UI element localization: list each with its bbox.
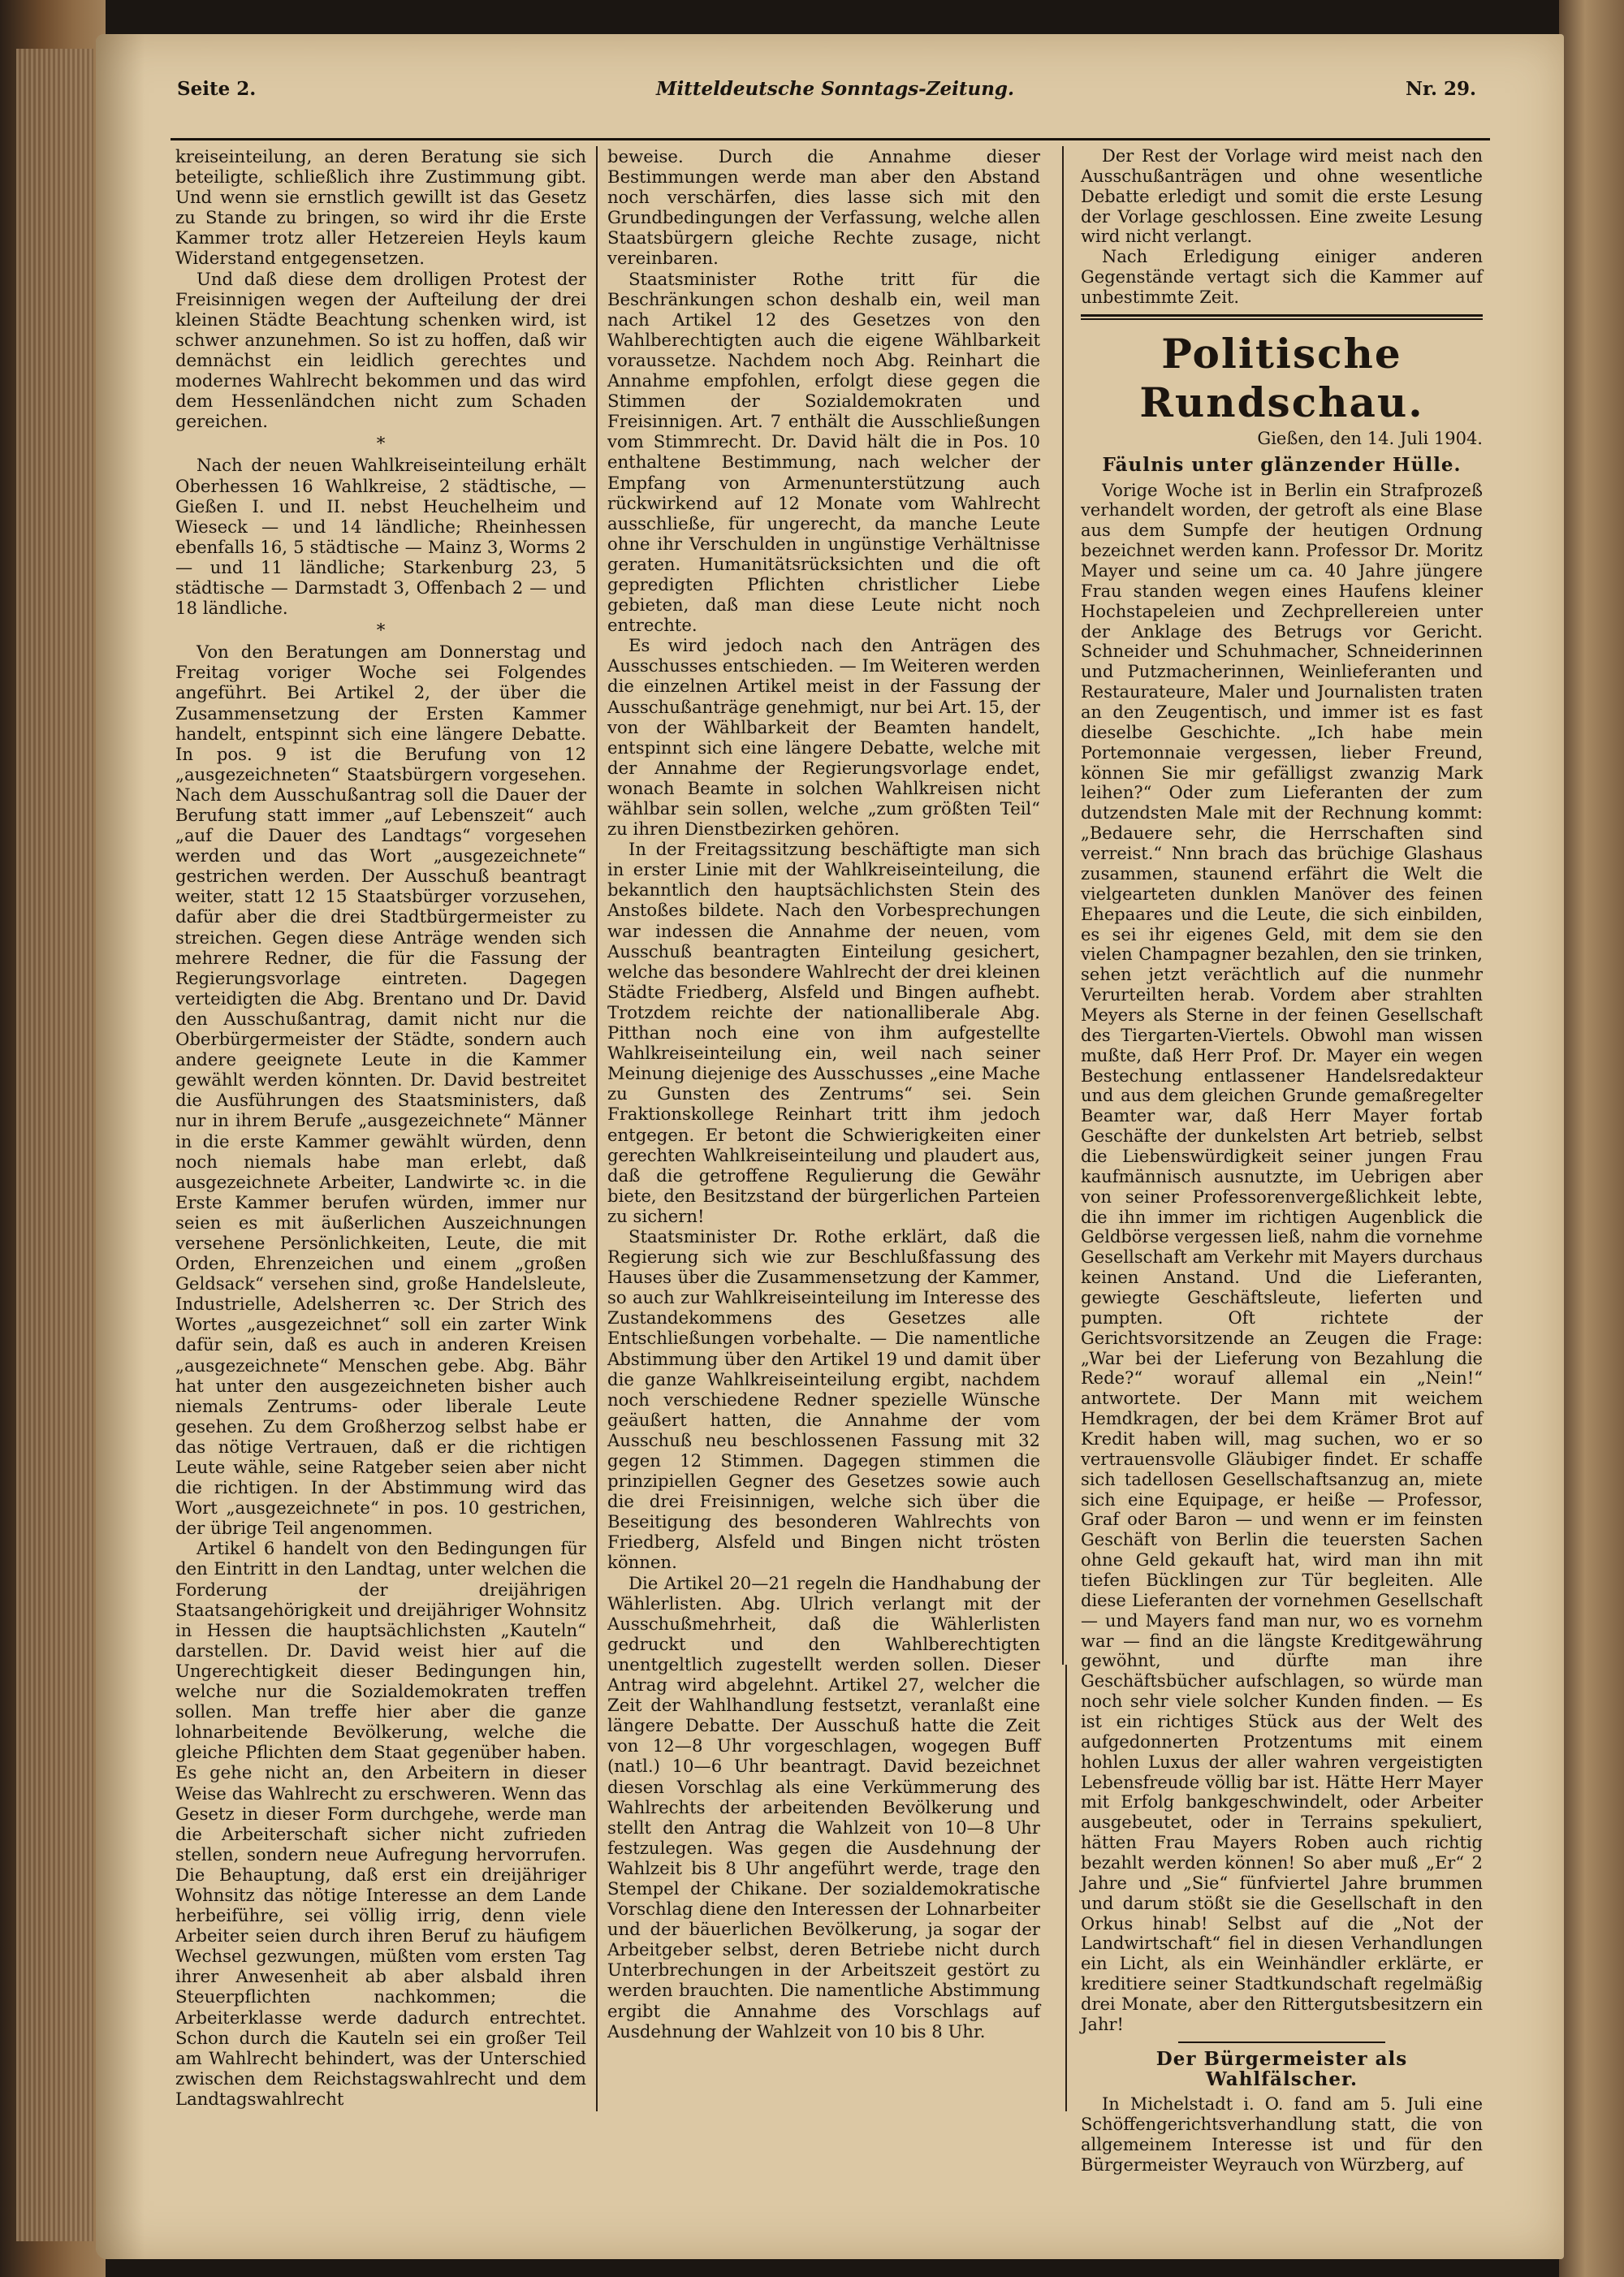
section-rule [1081, 318, 1483, 320]
paragraph: Von den Beratungen am Donnerstag und Freitag voriger Woche sei Folgendes angeführt. Bei Artikel 2, der über die Zusammensetzung der Ersten Kammer handelt, entspinnt sich eine längere Debatte. In pos. 9 ist die Berufung von 12 „ausgezeichneten“ Staatsbürgern vorgesehen. Nach dem Ausschußantrag soll die Dauer der Berufung statt immer „auf Lebenszeit“ auch „auf die Dauer des Landtags“ vorgesehen werden und das Wort „ausgezeichnete“ gestrichen werden. Der Ausschuß beantragt weiter, statt 12 15 Staatsbürger vorzusehen, dafür aber die drei Stadtbürgermeister zu streichen. Gegen diese Anträge wenden sich mehrere Redner, die für die Fassung der Regierungsvorlage eintreten. Dagegen verteidigten die Abg. Brentano und Dr. David den Ausschußantrag, damit nicht nur die Oberbürgermeister der Städte, sondern auch andere geeignete Leute in die Kammer gewählt werden könnten. Dr. David bestreitet die Ausführungen des Staatsministers, daß nur in ihrem Berufe „ausgezeichnete“ Männer in die erste Kammer gewählt würden, denn noch niemals habe man erlebt, daß ausgezeichnete Arbeiter, Landwirte ꝛc. in die Erste Kammer berufen würden, immer nur seien es mit äußerlichen Auszeichnungen versehene Persönlichkeiten, Leute, die mit Orden, Ehrenzeichen und einem „großen Geldsack“ versehen sind, große Handelsleute, Industrielle, Adelsherren ꝛc. Der Strich des Wortes „ausgezeichnet“ soll ein zarter Wink dafür sein, daß es auch in anderen Kreisen „ausgezeichnete“ Menschen gebe. Abg. Bähr hat unter den ausgezeichneten bisher auch niemals Zentrums- oder liberale Leute gesehen. Zu dem Großherzog selbst habe er das nötige Vertrauen, daß er die richtigen Leute wähle, seine Ratgeber seien aber nicht die richtigen. In der Abstimmung wird das Wort „ausgezeichnete“ in pos. 10 gestrichen, der übrige Teil angenommen. [175, 642, 586, 1539]
column-2 [607, 146, 1040, 2042]
paragraph: Es wird jedoch nach den Anträgen des Ausschusses entschieden. — Im Weiteren werden die einzelnen Artikel meist in der Fassung der Ausschußanträge genehmigt, nur bei Art. 15, der von der Wählbarkeit der Beamten handelt, entspinnt sich eine längere Debatte, welche mit der Annahme der Regierungsvorlage endet, wonach Beamte in solchen Wahlkreisen nicht wählbar sein sollen, welche „zum größten Teil“ zu ihren Dienstbezirken gehören. [607, 635, 1040, 840]
paragraph: kreiseinteilung, an deren Beratung sie sich beteiligte, schließlich ihre Zustimmung gibt. Und wenn sie ernstlich gewillt ist das Gesetz zu Stande zu bringen, so wird ihr die Erste Kammer trotz aller Hetzereien Heyls kaum Widerstand entgegensetzen. [175, 146, 586, 269]
separator-asterisk: * [376, 433, 386, 454]
paragraph: Staatsminister Dr. Rothe erklärt, daß die Regierung sich wie zur Beschlußfassung des Hauses über die Zusammensetzung der Kammer, so auch zur Wahlkreiseinteilung im Interesse des Zustandekommens des Gesetzes alle Entschließungen vorbehalte. — Die namentliche Abstimmung über den Artikel 19 und damit über die ganze Wahlkreiseinteilung ergibt, nachdem noch verschiedene Redner spezielle Wünsche geäußert hatten, die Annahme der vom Ausschuß neu beschlossenen Fassung mit 32 gegen 12 Stimmen. Dagegen stimmen die prinzipiellen Gegner des Gesetzes sowie auch die drei Freisinnigen, welche sich über die Beseitigung des besonderen Wahlrechts von Friedberg, Alsfeld und Bingen nicht trösten können. [607, 1225, 1040, 1573]
separator-asterisk: * [376, 620, 386, 641]
paragraph: Artikel 6 handelt von den Bedingungen für den Eintritt in den Landtag, unter welchen die Forderung der dreijährigen Staatsangehörigkeit und dreijähriger Wohnsitz in Hessen die hauptsächlichsten „Kauteln“ darstellen. Dr. David weist hier auf die Ungerechtigkeit dieser Bedingungen hin, welche nur die Sozialdemokraten treffen sollen. Man treffe hier aber die ganze lohnarbeitende Bevölkerung, welche die gleiche Pflichten dem Staat gegenüber haben. Es gehe nicht an, den Arbeitern in dieser Weise das Wahlrecht zu erschweren. Wenn das Gesetz in dieser Form durchgehe, werde man die Arbeiterschaft sicher nicht zufrieden stellen, sondern neue Aufregung hervorrufen. Die Behauptung, daß erst ein dreijähriger Wohnsitz das nötige Interesse an dem Lande herbeiführe, sei völlig irrig, denn viele Arbeiter seien durch ihren Beruf zu häufigem Wechsel gezwungen, müßten vom ersten Tag ihrer Anwesenheit ab aber alsbald ihren Steuerpflichten nachkommen; die Arbeiterklasse werde dadurch entrechtet. Schon durch die Kauteln sei ein großer Teil am Wahlrecht behindert, was der Unterschied zwischen dem Reichstagswahlrecht und dem Landtagswahlrecht [175, 1538, 586, 2109]
paragraph: Nach der neuen Wahlkreiseinteilung erhält Oberhessen 16 Wahlkreise, 2 städtische, — Gießen I. und II. nebst Heuchelheim und Wieseck — und 14 ländliche; Rheinhessen ebenfalls 16, 5 städtische — Mainz 3, Worms 2 — und 11 ländliche; Starkenburg 23, 5 städtische — Darmstadt 3, Offenbach 2 — und 18 ländliche. [175, 455, 586, 619]
column-divider [596, 146, 598, 2111]
article-heading: Der Bürgermeister als Wahlfälscher. [1155, 2047, 1408, 2090]
article-body: Vorige Woche ist in Berlin ein Strafprozeß verhandelt worden, der getroft als eine Blase aus dem Sumpfe der heutigen Ordnung bezeichnet werden kann. Professor Dr. Moritz Mayer und seine um ca. 40 Jahre jüngere Frau standen wegen eines Haufens kleiner Hochstapeleien und Zechprellereien unter der Anklage des Betrugs vor Gericht. Schneider und Schuhmacher, Schneiderinnen und Putzmacherinnen, Weinlieferanten und Restaurateure, Maler und Journalisten traten an den Zeugentisch, und immer ist es fast dieselbe Geschichte. „Ich habe mein Portemonnaie vergessen, lieber Freund, können Sie mir gefälligst zwanzig Mark leihen?“ Oder zum Lieferanten der zum dutzendsten Male mit der Rechnung kommt: „Bedauere sehr, die Herrschaften sind verreist.“ Nnn brach das brüchige Glashaus zusammen, staunend erfährt die Welt die vielgearteten dunklen Manöver des feinen Ehepaares und die Leute, die sich einbilden, es sei ihr eigenes Geld, mit dem sie den vielen Champagner bezahlen, den sie trinken, sehen jetzt verächtlich auf die nunmehr Verurteilten herab. Vordem aber strahlten Meyers als Sterne in der feinen Gesellschaft des Tiergarten-Viertels. Obwohl man wissen mußte, daß Herr Prof. Dr. Mayer ein wegen Bestechung entlassener Handelsredakteur und aus dem gleichen Grunde gemaßregelter Beamter war, daß Herr Mayer fortab Geschäfte der dunkelsten Art betrieb, selbst die Liebenswürdigkeit seiner jungen Frau kaufmännisch ausnutzte, im Uebrigen aber von seiner Professorenvergeßlichkeit lebte, die ihn immer im richtigen Augenblick die Geldbörse vergessen ließ, nahm die vornehme Gesellschaft am Verkehr mit Mayers durchaus keinen Anstand. Und die Lieferanten, gewiegte Geschäftsleute, lieferten und pumpten. Oft richtete der Gerichtsvorsitzende an Zeugen die Frage: „War bei der Lieferung von Bezahlung die Rede?“ worauf allemal ein „Nein!“ antwortete. Der Mann mit weichem Hemdkragen, der bei dem Krämer Brot auf Kredit haben will, mag suchen, wo er so vertrauensvolle Gläubiger findet. Er schaffe sich tadellosen Gesellschaftsanzug an, miete sich eine Equipage, er heiße — Professor, Graf oder Baron — und wenn er im feinsten Geschäft von Berlin die teuersten Sachen ohne Geld gekauft hat, wird man ihn mit tiefen Bücklingen zur Tür begleiten. Alle diese Lieferanten der vornehmen Gesellschaft — und Mayers fand man nur, wo es vornehm war — find an die längste Kreditgewährung gewöhnt, und dürfte man ihre Geschäftsbücher aufschlagen, so würde man noch sehr viele solcher Kunden finden. — Es ist ein richtiges Stück aus der Welt des aufgedonnerten Protzentums mit einem hohlen Luxus der aller wahren vergeistigten Lebensfreude völlig bar ist. Hätte Herr Mayer mit Erfolg bankgeschwindelt, oder Arbeiter ausgebeutet, oder in Terrains spekuliert, hätten Frau Mayers Roben auch richtig bezahlt werden können! So aber muß „Er“ 2 Jahre und „Sie“ fünfviertel Jahre brummen und darum stößt sie die Gesellschaft in den Orkus hinab! Selbst auf die „Not der Landwirtschaft“ fiel in diesen Verhandlungen ein Licht, als ein Weinhändler erklärte, er kreditiere seiner Stadtkundschaft regelmäßig drei Monate, aber den Rittergutsbesitzern ein Jahr! [1081, 480, 1483, 2034]
page-header [177, 75, 1476, 107]
column-1 [175, 146, 586, 2109]
section-title: Politische Rundschau. [1139, 329, 1424, 426]
article-heading: Fäulnis unter glänzender Hülle. [1102, 453, 1462, 476]
book-spine-left [0, 0, 106, 2277]
newspaper-title: Mitteldeutsche Sonntags-Zeitung. [656, 78, 1015, 100]
article-rule [1178, 2042, 1385, 2043]
paragraph: Der Rest der Vorlage wird meist nach den Ausschußanträgen und ohne wesentliche Debatte erledigt und somit die erste Lesung der Vorlage geschlossen. Eine zweite Lesung wird nicht verlangt. [1081, 146, 1483, 247]
issue-number: Nr. 29. [1405, 78, 1476, 100]
page-edges [16, 49, 93, 2241]
column-divider [1065, 1665, 1067, 2111]
paragraph: beweise. Durch die Annahme dieser Bestimmungen werde man aber den Abstand noch verschärfen, dies lasse sich mit den Grundbedingungen der Verfassung, welche allen Staatsbürgern gleiche Rechte zusage, nicht vereinbaren. [607, 146, 1040, 269]
paragraph: Und daß diese dem drolligen Protest der Freisinnigen wegen der Aufteilung der drei kleinen Städte Beachtung schenken wird, ist schwer anzunehmen. So ist zu hoffen, daß wir demnächst ein leidlich gerechtes und modernes Wahlrecht bekommen und das wird dem Hessenländchen nicht zum Schaden gereichen. [175, 268, 586, 432]
dateline: Gießen, den 14. Juli 1904. [1257, 428, 1483, 448]
paragraph: Staatsminister Rothe tritt für die Beschränkungen schon deshalb ein, weil man nach Artikel 12 des Gesetzes von den Wahlberechtigten auch die eigene Wählbarkeit voraussetze. Nachdem noch Abg. Reinhart die Annahme empfohlen, erfolgt diese gegen die Stimmen der Sozialdemokraten und Freisinnigen. Art. 7 enthält die Ausschließungen vom Stimmrecht. Dr. David hält die in Pos. 10 enthaltene Bestimmung, nach welcher der Empfang von Armenunterstützung auch rückwirkend auf 12 Monate vom Wahlrecht ausschließe, für ungerecht, da manche Leute ohne ihr Verschulden in ungünstige Verhältnisse geraten. Humanitätsrücksichten und die oft gepredigten Pflichten christlicher Liebe gebieten, daß man diese Leute nicht noch entrechte. [607, 268, 1040, 636]
page-number: Seite 2. [177, 78, 257, 100]
book-edge-right [1559, 0, 1624, 2277]
article-body: In Michelstadt i. O. fand am 5. Juli eine Schöffengerichtsverhandlung statt, die von allgemeinem Interesse ist und für den Bürgermeister Weyrauch von Würzberg, auf [1081, 2094, 1483, 2175]
column-divider [1062, 146, 1064, 1665]
section-rule [1081, 314, 1483, 317]
paragraph: In der Freitagssitzung beschäftigte man sich in erster Linie mit der Wahlkreiseinteilung, die bekanntlich den hauptsächlichsten Stein des Anstoßes bildete. Nach den Vorbesprechungen war indessen die Annahme der neuen, vom Ausschuß beantragten Einteilung gesichert, welche das besondere Wahlrecht der drei kleinen Städte Friedberg, Alsfeld und Bingen aufhebt. Trotzdem reichte der nationalliberale Abg. Pitthan noch eine von ihm aufgestellte Wahlkreiseinteilung ein, weil nach seiner Meinung diejenige des Ausschusses „eine Mache zu Gunsten des Zentrums“ sei. Sein Fraktionskollege Reinhart tritt ihm jedoch entgegen. Er betont die Schwierigkeiten einer gerechten Wahlkreiseinteilung und plaudert aus, daß die getroffene Regulierung die Gewähr biete, den Besitzstand der bürgerlichen Parteien zu sichern! [607, 839, 1040, 1226]
column-3 [1081, 146, 1483, 2175]
header-rule [171, 138, 1490, 140]
paragraph: Die Artikel 20—21 regeln die Handhabung der Wählerlisten. Abg. Ulrich verlangt mit der Ausschußmehrheit, daß die Wählerlisten gedruckt und den Wahlberechtigten unentgeltlich zugestellt werden sollen. Dieser Antrag wird abgelehnt. Artikel 27, welcher die Zeit der Wahlhandlung festsetzt, veranlaßt eine längere Debatte. Der Ausschuß hatte die Zeit von 12—8 Uhr vorgeschlagen, wogegen Buff (natl.) 10—6 Uhr beantragt. David bezeichnet diesen Vorschlag als eine Verkümmerung des Wahlrechts der arbeitenden Bevölkerung und stellt den Antrag die Wahlzeit von 10—8 Uhr festzulegen. Was gegen die Ausdehnung der Wahlzeit bis 8 Uhr angeführt werde, trage den Stempel der Chikane. Der sozialdemokratische Vorschlag diene den Interessen der Lohnarbeiter und der bäuerlichen Bevölkerung, ja sogar der Arbeitgeber selbst, deren Betriebe nicht durch Unterbrechungen in der Arbeitszeit gestört zu werden brauchten. Die namentliche Abstimmung ergibt die Annahme des Vorschlags auf Ausdehnung der Wahlzeit von 10 bis 8 Uhr. [607, 1572, 1040, 2042]
paragraph: Nach Erledigung einiger anderen Gegenstände vertagt sich die Kammer auf unbestimmte Zeit. [1081, 247, 1483, 308]
